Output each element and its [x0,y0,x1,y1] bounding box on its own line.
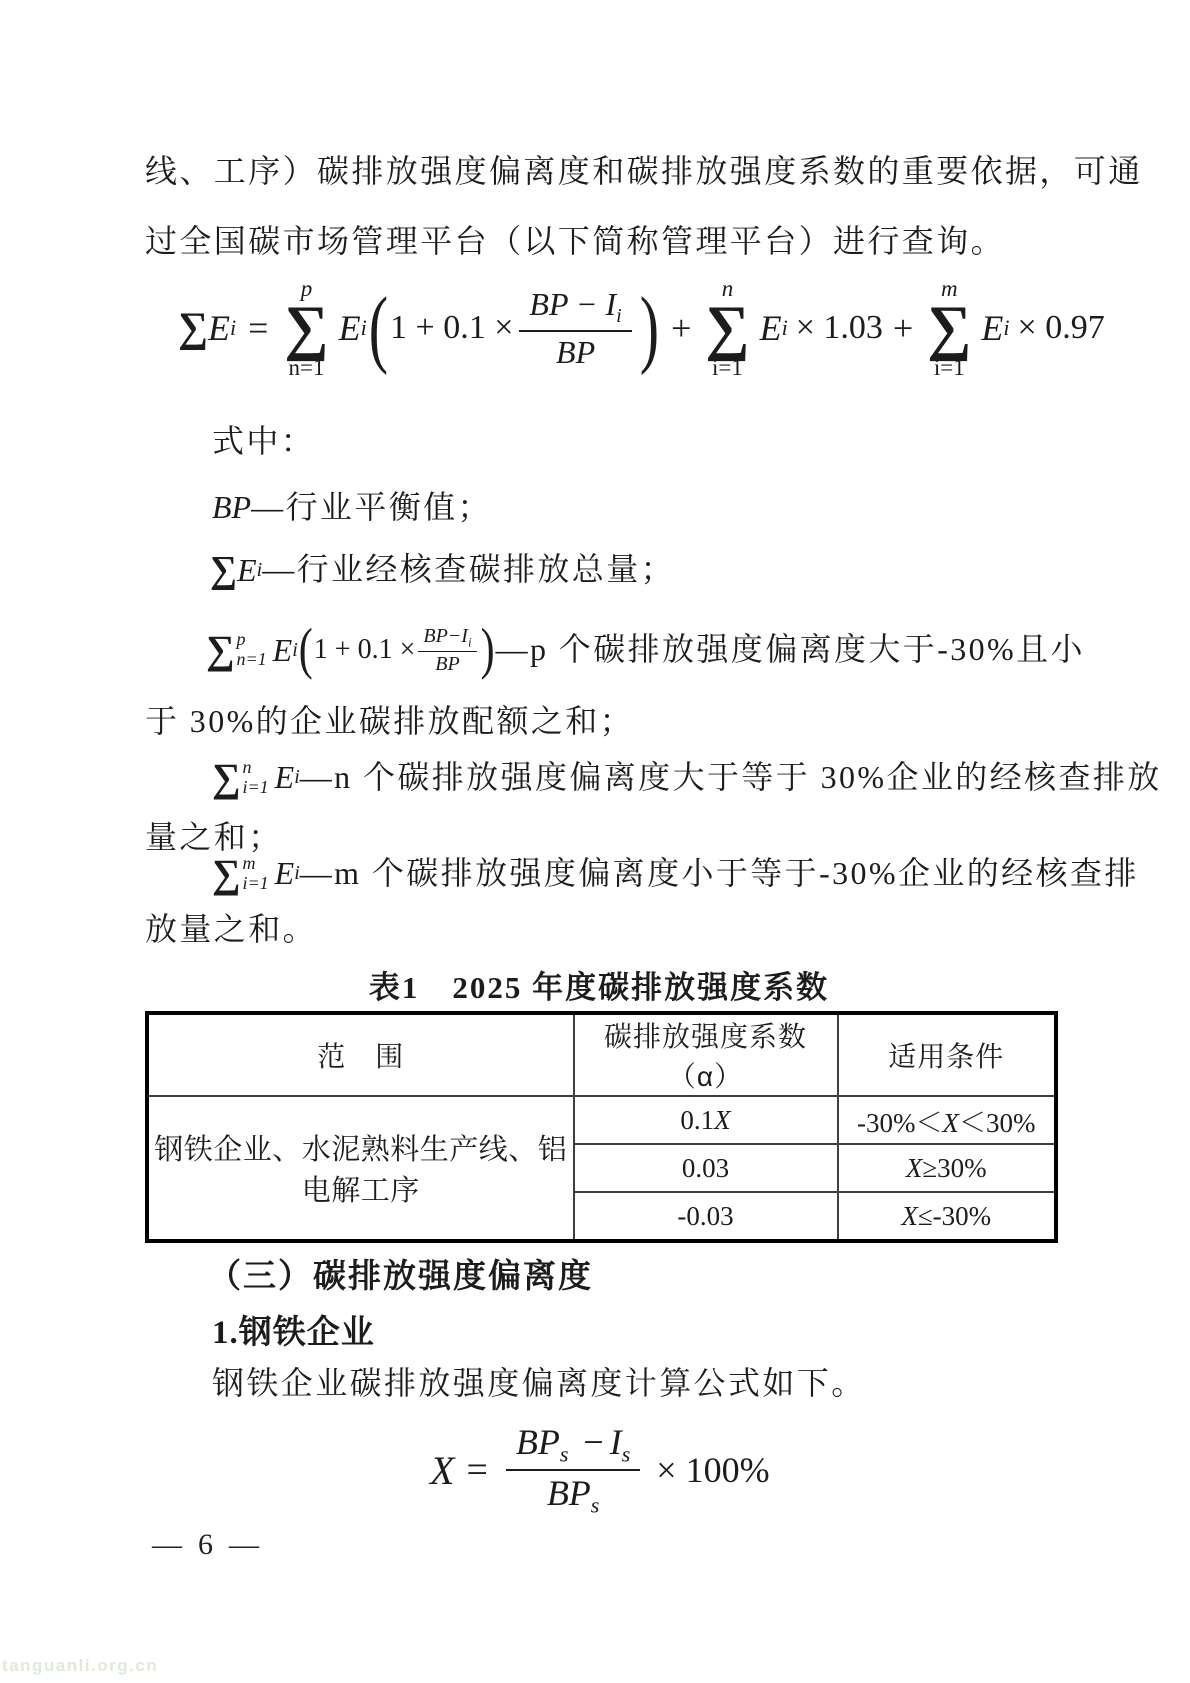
x-den-bp-sub: s [590,1492,600,1518]
term2-mult: × 1.03 [795,309,883,346]
def-p-close-paren: ) [480,618,495,682]
term3-mult: × 0.97 [1017,309,1105,346]
formula-equals: = [248,308,269,348]
term1-sub: i [360,315,367,340]
formula-lhs-sigma: ∑ [178,305,208,351]
def-n-var: E [274,759,295,796]
frac-num-sub: i [616,304,622,327]
def-p-line [206,608,1085,692]
def-bp [212,486,492,529]
def-p-inner: 1 + 0.1 × [313,634,416,665]
cond-1-post: ＜30% [958,1107,1036,1138]
watermark-text: tanguanli.org.cn [2,1656,159,1675]
sum-p-bottom: n=1 [288,355,325,381]
term1-inner: 1 + 0.1 × [390,309,514,346]
sum-m-top: m [940,275,958,301]
formula-x-frac [506,1422,640,1518]
where-label: 式中： [212,423,316,459]
def-p-sigma: ∑ [206,627,235,672]
def-p-frac [418,625,476,675]
def-m-line [212,852,1139,895]
def-m-subscript: i=1 [242,872,269,893]
sum-n-sigma: ∑ [705,293,750,362]
def-n-subscript: i=1 [242,776,269,797]
term1-var: E [338,308,361,348]
intro-line-2: 过全国碳市场管理平台（以下简称管理平台）进行查询。 [145,223,1006,259]
section-heading: （三）碳排放强度偏离度 [208,1259,593,1295]
close-paren: ) [639,278,660,376]
def-n-sum [212,754,269,800]
page-number-value: 6 [198,1528,213,1561]
cond-2-post: ≥30% [922,1152,987,1183]
plus-2: + [892,308,914,348]
coef-cell-2 [574,1144,838,1192]
x-num-bp: BP [515,1422,560,1463]
table-title: 表1 2025 年度碳排放强度系数 [368,970,830,1005]
def-m-sum [212,850,269,896]
sum-p-top: p [300,275,313,301]
sum-m [927,277,971,380]
fraction-bp [519,286,631,371]
sum-p-sigma: ∑ [284,293,329,362]
x-num-i-sub: s [621,1441,631,1467]
section-paragraph: 钢铁企业碳排放强度偏离度计算公式如下。 [212,1365,866,1401]
def-p-text: —p 个碳排放强度偏离度大于-30%且小 [495,631,1085,668]
x-den-bp: BP [546,1473,591,1513]
term2-var: E [759,308,782,348]
sum-p [284,277,328,380]
page-number [152,1528,259,1562]
table-row [148,1096,1056,1144]
def-n-varsub: i [294,766,300,789]
deviation-formula [430,1420,770,1520]
sum-n-top: n [721,275,734,301]
def-p-text2: 于 30%的企业碳排放配额之和； [145,703,635,739]
term3-sub: i [1003,315,1010,340]
formula-x-mult: × 100% [656,1450,770,1490]
def-n-text: —n 个碳排放强度偏离度大于等于 30%企业的经核查排放 [299,759,1162,795]
x-num-minus: − [583,1422,604,1463]
def-bp-text: —行业平衡值； [251,489,492,525]
formula-lhs-var: E [207,308,230,348]
coef-2-num: 0.03 [681,1152,730,1183]
def-n-line [212,756,1162,799]
term2-sub: i [781,315,788,340]
intro-line-1: 线、工序）碳排放强度偏离度和碳排放强度系数的重要依据，可通 [145,153,1143,189]
def-p-varsub: i [292,638,298,661]
page-number-dash-right: — [229,1528,259,1561]
table-header-row [148,1014,1056,1097]
def-m-text: —m 个碳排放强度偏离度小于等于-30%企业的经核查排 [299,855,1139,891]
coef-cell-3 [574,1192,838,1241]
def-p-frac-num: BP−I [423,625,468,648]
page-number-dash-left: — [152,1528,182,1561]
def-n-sup: n [242,756,252,777]
cond-cell-2 [838,1144,1056,1192]
formula-x-lhs: X [430,1447,455,1493]
open-paren: ( [368,278,389,376]
def-p-subscript: n=1 [236,649,267,669]
cond-3-post: ≤-30% [917,1200,992,1231]
def-p-sum [206,627,267,672]
def-sume-var: E [237,551,257,588]
def-m-var: E [274,855,295,892]
cond-cell-1 [838,1096,1056,1144]
sum-m-sigma: ∑ [927,293,972,362]
def-sume-text: —行业经核查碳排放总量； [262,551,676,588]
def-sum-e [210,548,675,592]
formula-x-equals: = [466,1449,488,1491]
header-scope: 范 围 [148,1014,574,1097]
cond-cell-3 [838,1192,1056,1241]
def-m-sigma: ∑ [212,850,241,896]
def-bp-var: BP [212,489,252,526]
sum-n [705,277,749,380]
frac-den: BP [556,333,596,370]
cond-2-x: X [905,1152,923,1183]
main-formula [178,262,1105,394]
cond-3-x: X [901,1200,918,1231]
term3-var: E [981,308,1004,348]
def-n-sigma: ∑ [212,754,241,800]
def-n-text2: 量之和； [145,819,283,855]
def-m-sup: m [242,852,256,873]
def-p-open-paren: ( [298,618,313,682]
cond-1-x: X [942,1107,959,1138]
header-coef: 碳排放强度系数（α） [574,1014,838,1097]
plus-1: + [671,308,692,348]
section-subheading: 1.钢铁企业 [212,1315,375,1351]
header-cond: 适用条件 [838,1014,1056,1097]
def-p-sup: p [236,629,246,650]
def-sume-sigma: ∑ [210,549,238,591]
sum-m-bottom: i=1 [933,355,965,381]
x-num-i: I [609,1422,622,1463]
def-m-varsub: i [294,862,300,885]
scope-cell: 钢铁企业、水泥熟料生产线、铝电解工序 [148,1096,574,1241]
coefficient-table [146,1012,1057,1242]
coef-1-x: X [714,1104,731,1135]
coef-cell-1 [574,1096,838,1144]
cond-1-pre: -30%＜ [857,1107,943,1138]
x-num-bp-sub: s [559,1441,569,1467]
def-p-var: E [272,631,293,668]
formula-lhs-sub: i [229,315,237,340]
def-sume-sub: i [256,558,263,581]
coef-3-num: -0.03 [677,1200,734,1231]
def-p-frac-num-sub: i [467,634,472,650]
def-p-frac-den: BP [435,652,460,675]
def-m-text2: 放量之和。 [145,911,318,947]
sum-n-bottom: i=1 [712,355,743,381]
frac-num: BP − I [529,285,617,322]
coef-1-num: 0.1 [680,1104,715,1135]
